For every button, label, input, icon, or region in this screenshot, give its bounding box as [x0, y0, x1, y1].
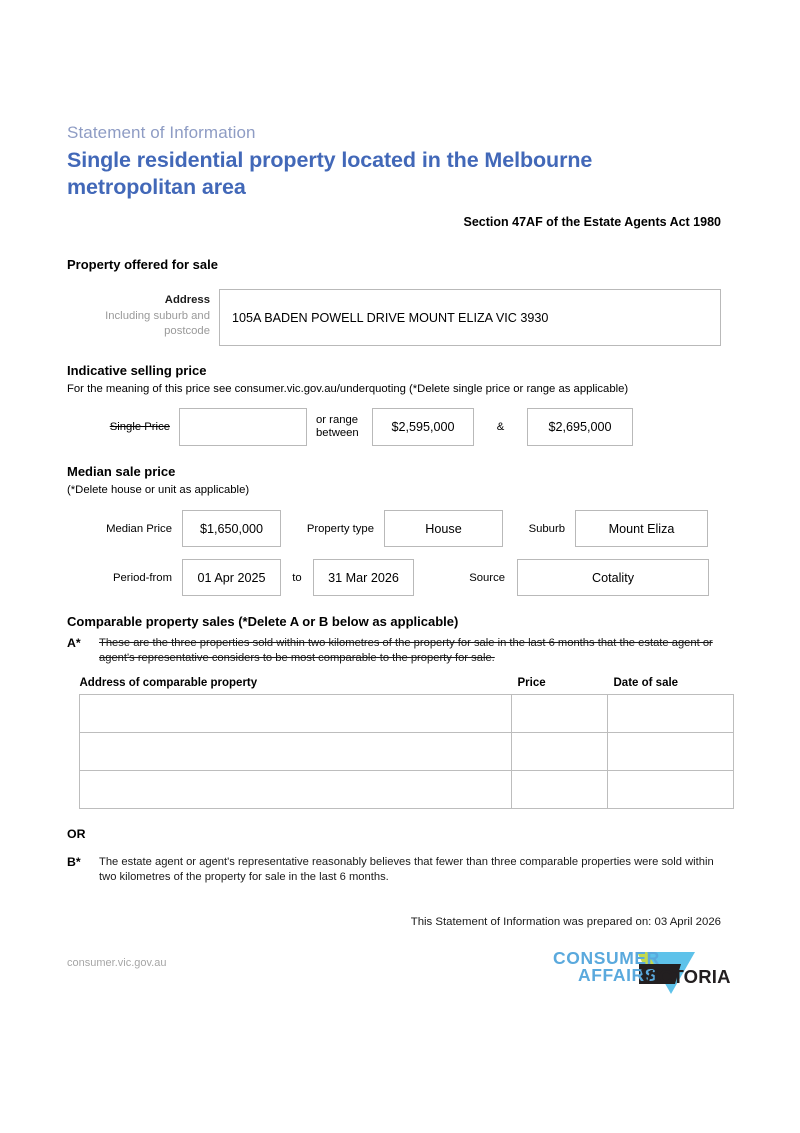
section-indicative-price — [67, 363, 721, 446]
option-a-clause — [67, 636, 721, 665]
source-label: Source — [469, 571, 505, 584]
property-type-input[interactable]: House — [384, 510, 503, 547]
cell-price[interactable] — [512, 771, 608, 809]
median-section-heading: Median sale price — [67, 464, 176, 479]
option-a-text: These are the three properties sold within two kilometres of the property for sale in the last 6 months that the estate agent or agent's representative considers to be most comparable to the property for sale. — [99, 637, 713, 664]
table-row — [80, 695, 734, 733]
cell-date[interactable] — [608, 695, 734, 733]
logo-text-affairs: AFFAIRS — [578, 965, 658, 985]
median-price-row — [67, 510, 721, 547]
property-section-heading: Property offered for sale — [67, 257, 218, 272]
consumer-affairs-victoria-logo — [553, 940, 733, 1002]
property-type-label: Property type — [306, 522, 374, 535]
period-to-input[interactable]: 31 Mar 2026 — [313, 559, 414, 596]
logo-text-consumer: CONSUMER — [553, 948, 660, 968]
table-row — [80, 733, 734, 771]
cell-date[interactable] — [608, 733, 734, 771]
document-body — [67, 122, 721, 928]
comparable-sales-table — [79, 677, 734, 809]
median-period-row — [67, 559, 721, 596]
single-price-input[interactable] — [179, 408, 307, 446]
suburb-label: Suburb — [528, 522, 565, 535]
option-a-key: A* — [67, 636, 81, 650]
cell-price[interactable] — [512, 733, 608, 771]
table-header-row — [80, 677, 734, 695]
range-from-input[interactable]: $2,595,000 — [372, 408, 474, 446]
cell-address[interactable] — [80, 733, 512, 771]
section-property-offered — [67, 257, 721, 346]
indicative-section-heading: Indicative selling price — [67, 363, 207, 378]
or-separator: OR — [67, 827, 86, 841]
cell-price[interactable] — [512, 695, 608, 733]
single-price-label: Single Price — [109, 421, 170, 433]
comparable-section-heading: Comparable property sales (*Delete A or B below as applicable) — [67, 614, 459, 629]
source-input[interactable]: Cotality — [517, 559, 709, 596]
indicative-price-row — [67, 408, 721, 446]
column-header-address: Address of comparable property — [79, 677, 258, 689]
range-label-line2: between — [316, 427, 359, 439]
cell-address[interactable] — [80, 771, 512, 809]
median-section-note: (*Delete house or unit as applicable) — [67, 484, 250, 496]
section-comparable-sales — [67, 614, 721, 884]
column-header-price: Price — [517, 677, 546, 689]
range-label — [307, 408, 372, 446]
address-sublabel: Including suburb and postcode — [105, 309, 210, 337]
address-label: Address — [164, 294, 210, 306]
address-input[interactable]: 105A BADEN POWELL DRIVE MOUNT ELIZA VIC 3930 — [219, 289, 721, 346]
address-label-group — [67, 289, 219, 346]
period-from-label: Period-from — [112, 571, 172, 584]
act-reference: Section 47AF of the Estate Agents Act 1980 — [463, 215, 721, 229]
document-footer — [67, 940, 733, 1010]
cell-date[interactable] — [608, 771, 734, 809]
period-from-input[interactable]: 01 Apr 2025 — [182, 559, 281, 596]
table-row — [80, 771, 734, 809]
range-ampersand: & — [496, 421, 505, 433]
page-title: Single residential property located in the Melbourne metropolitan area — [67, 148, 593, 199]
option-b-text: The estate agent or agent's representative reasonably believes that fewer than three comparable properties were sold within two kilometres of the property for sale in the last 6 months. — [99, 856, 714, 883]
logo-svg — [553, 940, 733, 1002]
option-b-clause — [67, 855, 721, 884]
period-to-label: to — [292, 571, 302, 584]
indicative-section-note: For the meaning of this price see consumer.vic.gov.au/underquoting (*Delete single price or range as applicable) — [67, 383, 629, 395]
suburb-input[interactable]: Mount Eliza — [575, 510, 708, 547]
section-median-price — [67, 464, 721, 596]
range-label-line1: or range — [316, 414, 359, 426]
cell-address[interactable] — [80, 695, 512, 733]
column-header-date: Date of sale — [613, 677, 679, 689]
logo-text-victoria: VICTORIA — [641, 966, 731, 987]
prepared-on-line: This Statement of Information was prepared on: 03 April 2026 — [410, 916, 721, 928]
median-price-input[interactable]: $1,650,000 — [182, 510, 281, 547]
option-b-key: B* — [67, 855, 81, 869]
median-price-label: Median Price — [106, 522, 172, 535]
footer-url[interactable]: consumer.vic.gov.au — [67, 957, 167, 969]
address-field-row — [67, 289, 721, 346]
range-to-input[interactable]: $2,695,000 — [527, 408, 633, 446]
document-header — [67, 122, 721, 229]
document-kicker: Statement of Information — [67, 123, 256, 142]
